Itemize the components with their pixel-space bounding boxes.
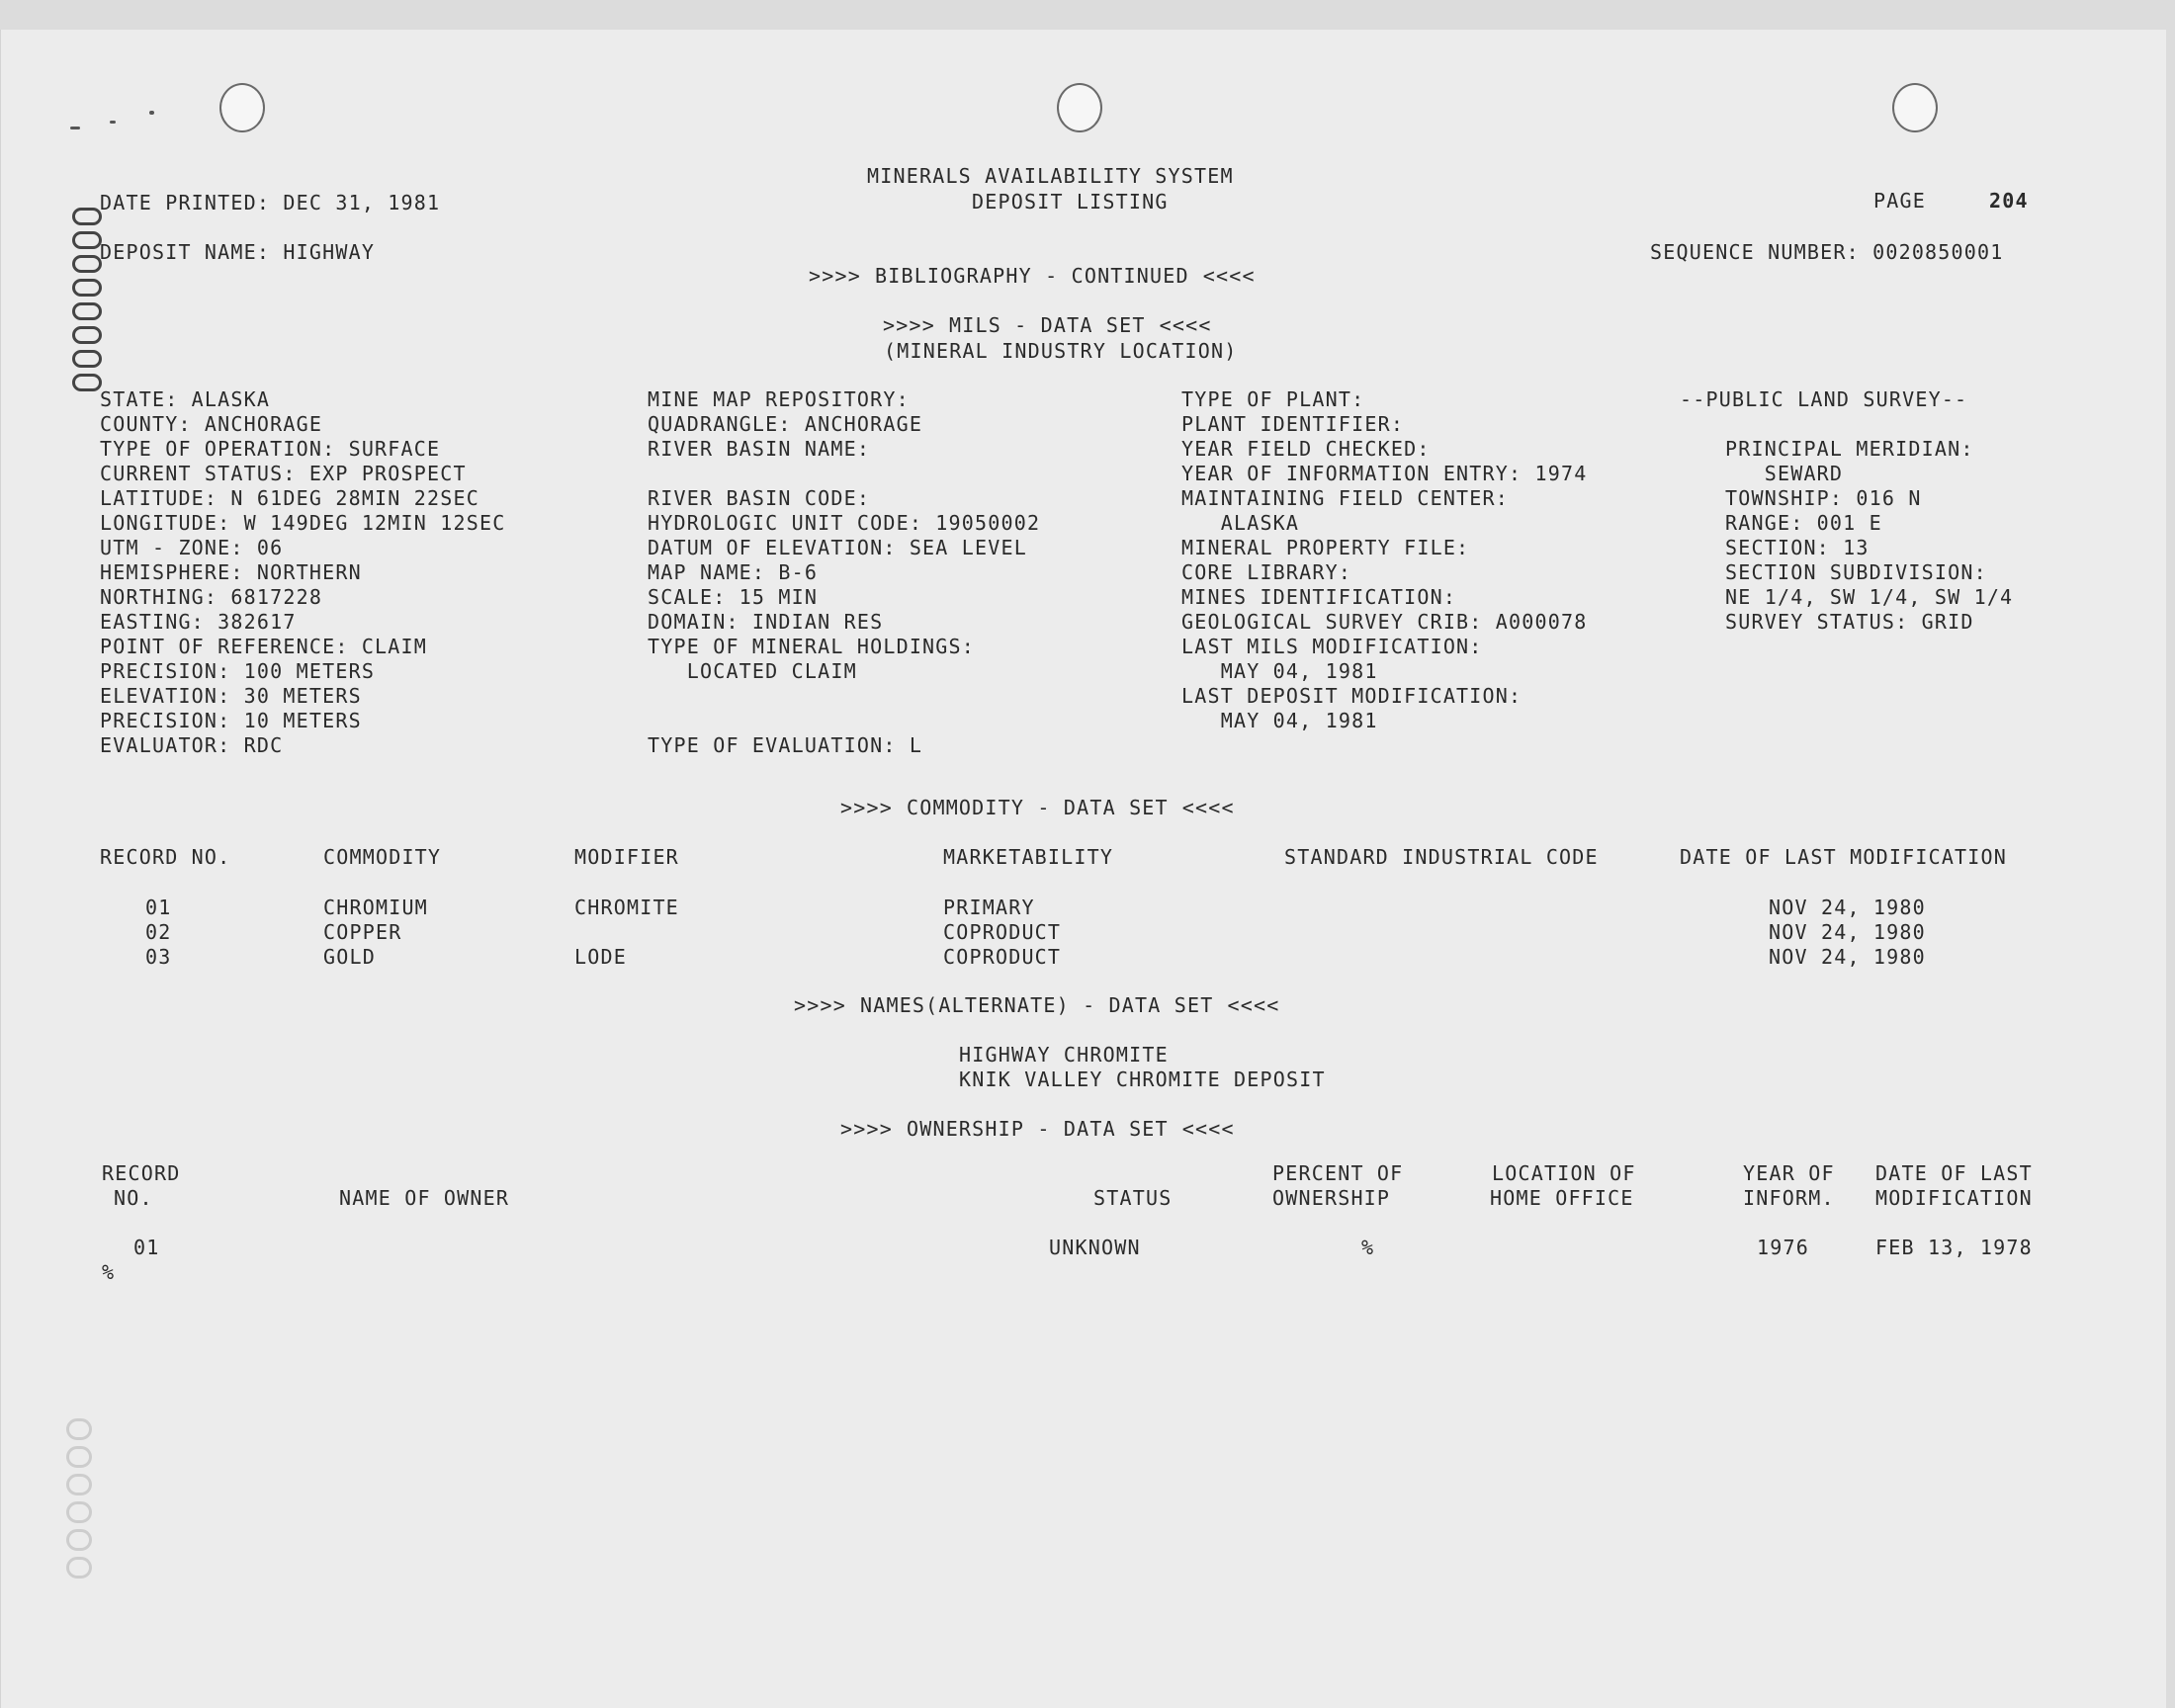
commodity-record: 03 — [145, 945, 172, 969]
ink-speck — [110, 121, 116, 124]
ownership-heading: >>>> OWNERSHIP - DATA SET <<<< — [840, 1117, 1235, 1141]
mils-heading: >>>> MILS - DATA SET <<<< — [883, 313, 1212, 337]
mils-field: PRECISION: 100 METERS — [100, 659, 376, 683]
mils-field: UTM - ZONE: 06 — [100, 536, 284, 559]
mils-field: YEAR OF INFORMATION ENTRY: 1974 — [1181, 462, 1588, 485]
mils-field: TYPE OF MINERAL HOLDINGS: — [648, 635, 976, 658]
commodity-header-date: DATE OF LAST MODIFICATION — [1680, 845, 2008, 869]
commodity-header-modifier: MODIFIER — [574, 845, 679, 869]
ownership-header-percent: OWNERSHIP — [1272, 1186, 1391, 1210]
commodity-record: 02 — [145, 920, 172, 944]
sequence-number: SEQUENCE NUMBER: 0020850001 — [1650, 240, 2004, 264]
plss-field: --PUBLIC LAND SURVEY-- — [1680, 387, 1968, 411]
alternate-name: KNIK VALLEY CHROMITE DEPOSIT — [959, 1068, 1326, 1091]
mils-field: MAINTAINING FIELD CENTER: — [1181, 486, 1510, 510]
film-frame-ghost-marks — [66, 1418, 96, 1579]
binder-hole-left — [219, 83, 265, 132]
plss-field: SEWARD — [1725, 462, 1844, 485]
commodity-header-record: RECORD NO. — [100, 845, 231, 869]
ownership-header-date: MODIFICATION — [1875, 1186, 2033, 1210]
mils-field: LOCATED CLAIM — [648, 659, 857, 683]
plss-field: NE 1/4, SW 1/4, SW 1/4 — [1725, 585, 2014, 609]
mils-field: EASTING: 382617 — [100, 610, 297, 634]
mils-field: DOMAIN: INDIAN RES — [648, 610, 884, 634]
ownership-header-owner: NAME OF OWNER — [339, 1186, 510, 1210]
plss-field: SECTION SUBDIVISION: — [1725, 560, 1987, 584]
mils-field: HEMISPHERE: NORTHERN — [100, 560, 362, 584]
commodity-record: 01 — [145, 896, 172, 919]
plss-field: TOWNSHIP: 016 N — [1725, 486, 1922, 510]
mils-field: ALASKA — [1181, 511, 1300, 535]
printout-sheet — [0, 30, 2166, 1708]
listing-title: DEPOSIT LISTING — [972, 190, 1169, 214]
mils-field: MINERAL PROPERTY FILE: — [1181, 536, 1470, 559]
names-heading: >>>> NAMES(ALTERNATE) - DATA SET <<<< — [794, 993, 1280, 1017]
commodity-heading: >>>> COMMODITY - DATA SET <<<< — [840, 796, 1235, 819]
ownership-record: 01 — [133, 1236, 160, 1259]
mils-field: CURRENT STATUS: EXP PROSPECT — [100, 462, 467, 485]
mils-field: TYPE OF OPERATION: SURFACE — [100, 437, 441, 461]
mils-field: PRECISION: 10 METERS — [100, 709, 362, 732]
commodity-marketability: COPRODUCT — [943, 920, 1062, 944]
ownership-date: FEB 13, 1978 — [1875, 1236, 2033, 1259]
end-of-record-mark: % — [102, 1260, 116, 1284]
system-title: MINERALS AVAILABILITY SYSTEM — [867, 164, 1234, 188]
commodity-modifier: CHROMITE — [574, 896, 679, 919]
ownership-header-status: STATUS — [1093, 1186, 1173, 1210]
ownership-year: 1976 — [1757, 1236, 1809, 1259]
ownership-header-year: INFORM. — [1743, 1186, 1835, 1210]
mils-field: LAST MILS MODIFICATION: — [1181, 635, 1483, 658]
mils-field: QUADRANGLE: ANCHORAGE — [648, 412, 923, 436]
commodity-name: GOLD — [323, 945, 376, 969]
commodity-name: CHROMIUM — [323, 896, 428, 919]
bibliography-heading: >>>> BIBLIOGRAPHY - CONTINUED <<<< — [809, 264, 1256, 288]
mils-field: STATE: ALASKA — [100, 387, 271, 411]
ownership-header-record: RECORD — [102, 1161, 181, 1185]
plss-field: RANGE: 001 E — [1725, 511, 1882, 535]
binder-hole-right — [1892, 83, 1938, 132]
commodity-modifier: LODE — [574, 945, 627, 969]
ink-speck — [149, 111, 154, 115]
commodity-date: NOV 24, 1980 — [1769, 945, 1926, 969]
mils-field: NORTHING: 6817228 — [100, 585, 323, 609]
mils-field: HYDROLOGIC UNIT CODE: 19050002 — [648, 511, 1041, 535]
commodity-marketability: PRIMARY — [943, 896, 1035, 919]
mils-field: LAST DEPOSIT MODIFICATION: — [1181, 684, 1522, 708]
mils-subtitle: (MINERAL INDUSTRY LOCATION) — [884, 339, 1238, 363]
plss-field: SECTION: 13 — [1725, 536, 1870, 559]
mils-field: DATUM OF ELEVATION: SEA LEVEL — [648, 536, 1027, 559]
mils-field: GEOLOGICAL SURVEY CRIB: A000078 — [1181, 610, 1588, 634]
mils-field: RIVER BASIN NAME: — [648, 437, 871, 461]
mils-field: MAY 04, 1981 — [1181, 659, 1378, 683]
mils-field: RIVER BASIN CODE: — [648, 486, 871, 510]
commodity-header-commodity: COMMODITY — [323, 845, 442, 869]
ownership-header-year: YEAR OF — [1743, 1161, 1835, 1185]
mils-field: YEAR FIELD CHECKED: — [1181, 437, 1431, 461]
page-label: PAGE — [1873, 189, 1926, 213]
ownership-header-location: HOME OFFICE — [1490, 1186, 1634, 1210]
mils-field: TYPE OF EVALUATION: L — [648, 733, 923, 757]
commodity-header-marketability: MARKETABILITY — [943, 845, 1114, 869]
mils-field: COUNTY: ANCHORAGE — [100, 412, 323, 436]
plss-field: SURVEY STATUS: GRID — [1725, 610, 1974, 634]
ownership-header-record: NO. — [114, 1186, 153, 1210]
mils-field: SCALE: 15 MIN — [648, 585, 819, 609]
mils-field: LONGITUDE: W 149DEG 12MIN 12SEC — [100, 511, 506, 535]
deposit-name: DEPOSIT NAME: HIGHWAY — [100, 240, 376, 264]
plss-field: PRINCIPAL MERIDIAN: — [1725, 437, 1974, 461]
ink-speck — [70, 127, 80, 129]
mils-field: LATITUDE: N 61DEG 28MIN 22SEC — [100, 486, 479, 510]
mils-field: CORE LIBRARY: — [1181, 560, 1352, 584]
commodity-header-sic: STANDARD INDUSTRIAL CODE — [1284, 845, 1599, 869]
ownership-header-percent: PERCENT OF — [1272, 1161, 1404, 1185]
mils-field: MINES IDENTIFICATION: — [1181, 585, 1457, 609]
ownership-header-date: DATE OF LAST — [1875, 1161, 2033, 1185]
alternate-name: HIGHWAY CHROMITE — [959, 1043, 1169, 1067]
mils-field: MAP NAME: B-6 — [648, 560, 819, 584]
film-frame-marks — [72, 208, 106, 391]
page-number: 204 — [1989, 189, 2029, 213]
mils-field: TYPE OF PLANT: — [1181, 387, 1365, 411]
date-printed: DATE PRINTED: DEC 31, 1981 — [100, 191, 441, 214]
mils-field: PLANT IDENTIFIER: — [1181, 412, 1405, 436]
ownership-percent: % — [1361, 1236, 1375, 1259]
binder-hole-center — [1057, 83, 1102, 132]
mils-field: EVALUATOR: RDC — [100, 733, 284, 757]
mils-field: POINT OF REFERENCE: CLAIM — [100, 635, 428, 658]
mils-field: MAY 04, 1981 — [1181, 709, 1378, 732]
commodity-date: NOV 24, 1980 — [1769, 920, 1926, 944]
mils-field: MINE MAP REPOSITORY: — [648, 387, 910, 411]
commodity-date: NOV 24, 1980 — [1769, 896, 1926, 919]
mils-field: ELEVATION: 30 METERS — [100, 684, 362, 708]
commodity-marketability: COPRODUCT — [943, 945, 1062, 969]
ownership-header-location: LOCATION OF — [1492, 1161, 1636, 1185]
ownership-status: UNKNOWN — [1049, 1236, 1141, 1259]
commodity-name: COPPER — [323, 920, 402, 944]
